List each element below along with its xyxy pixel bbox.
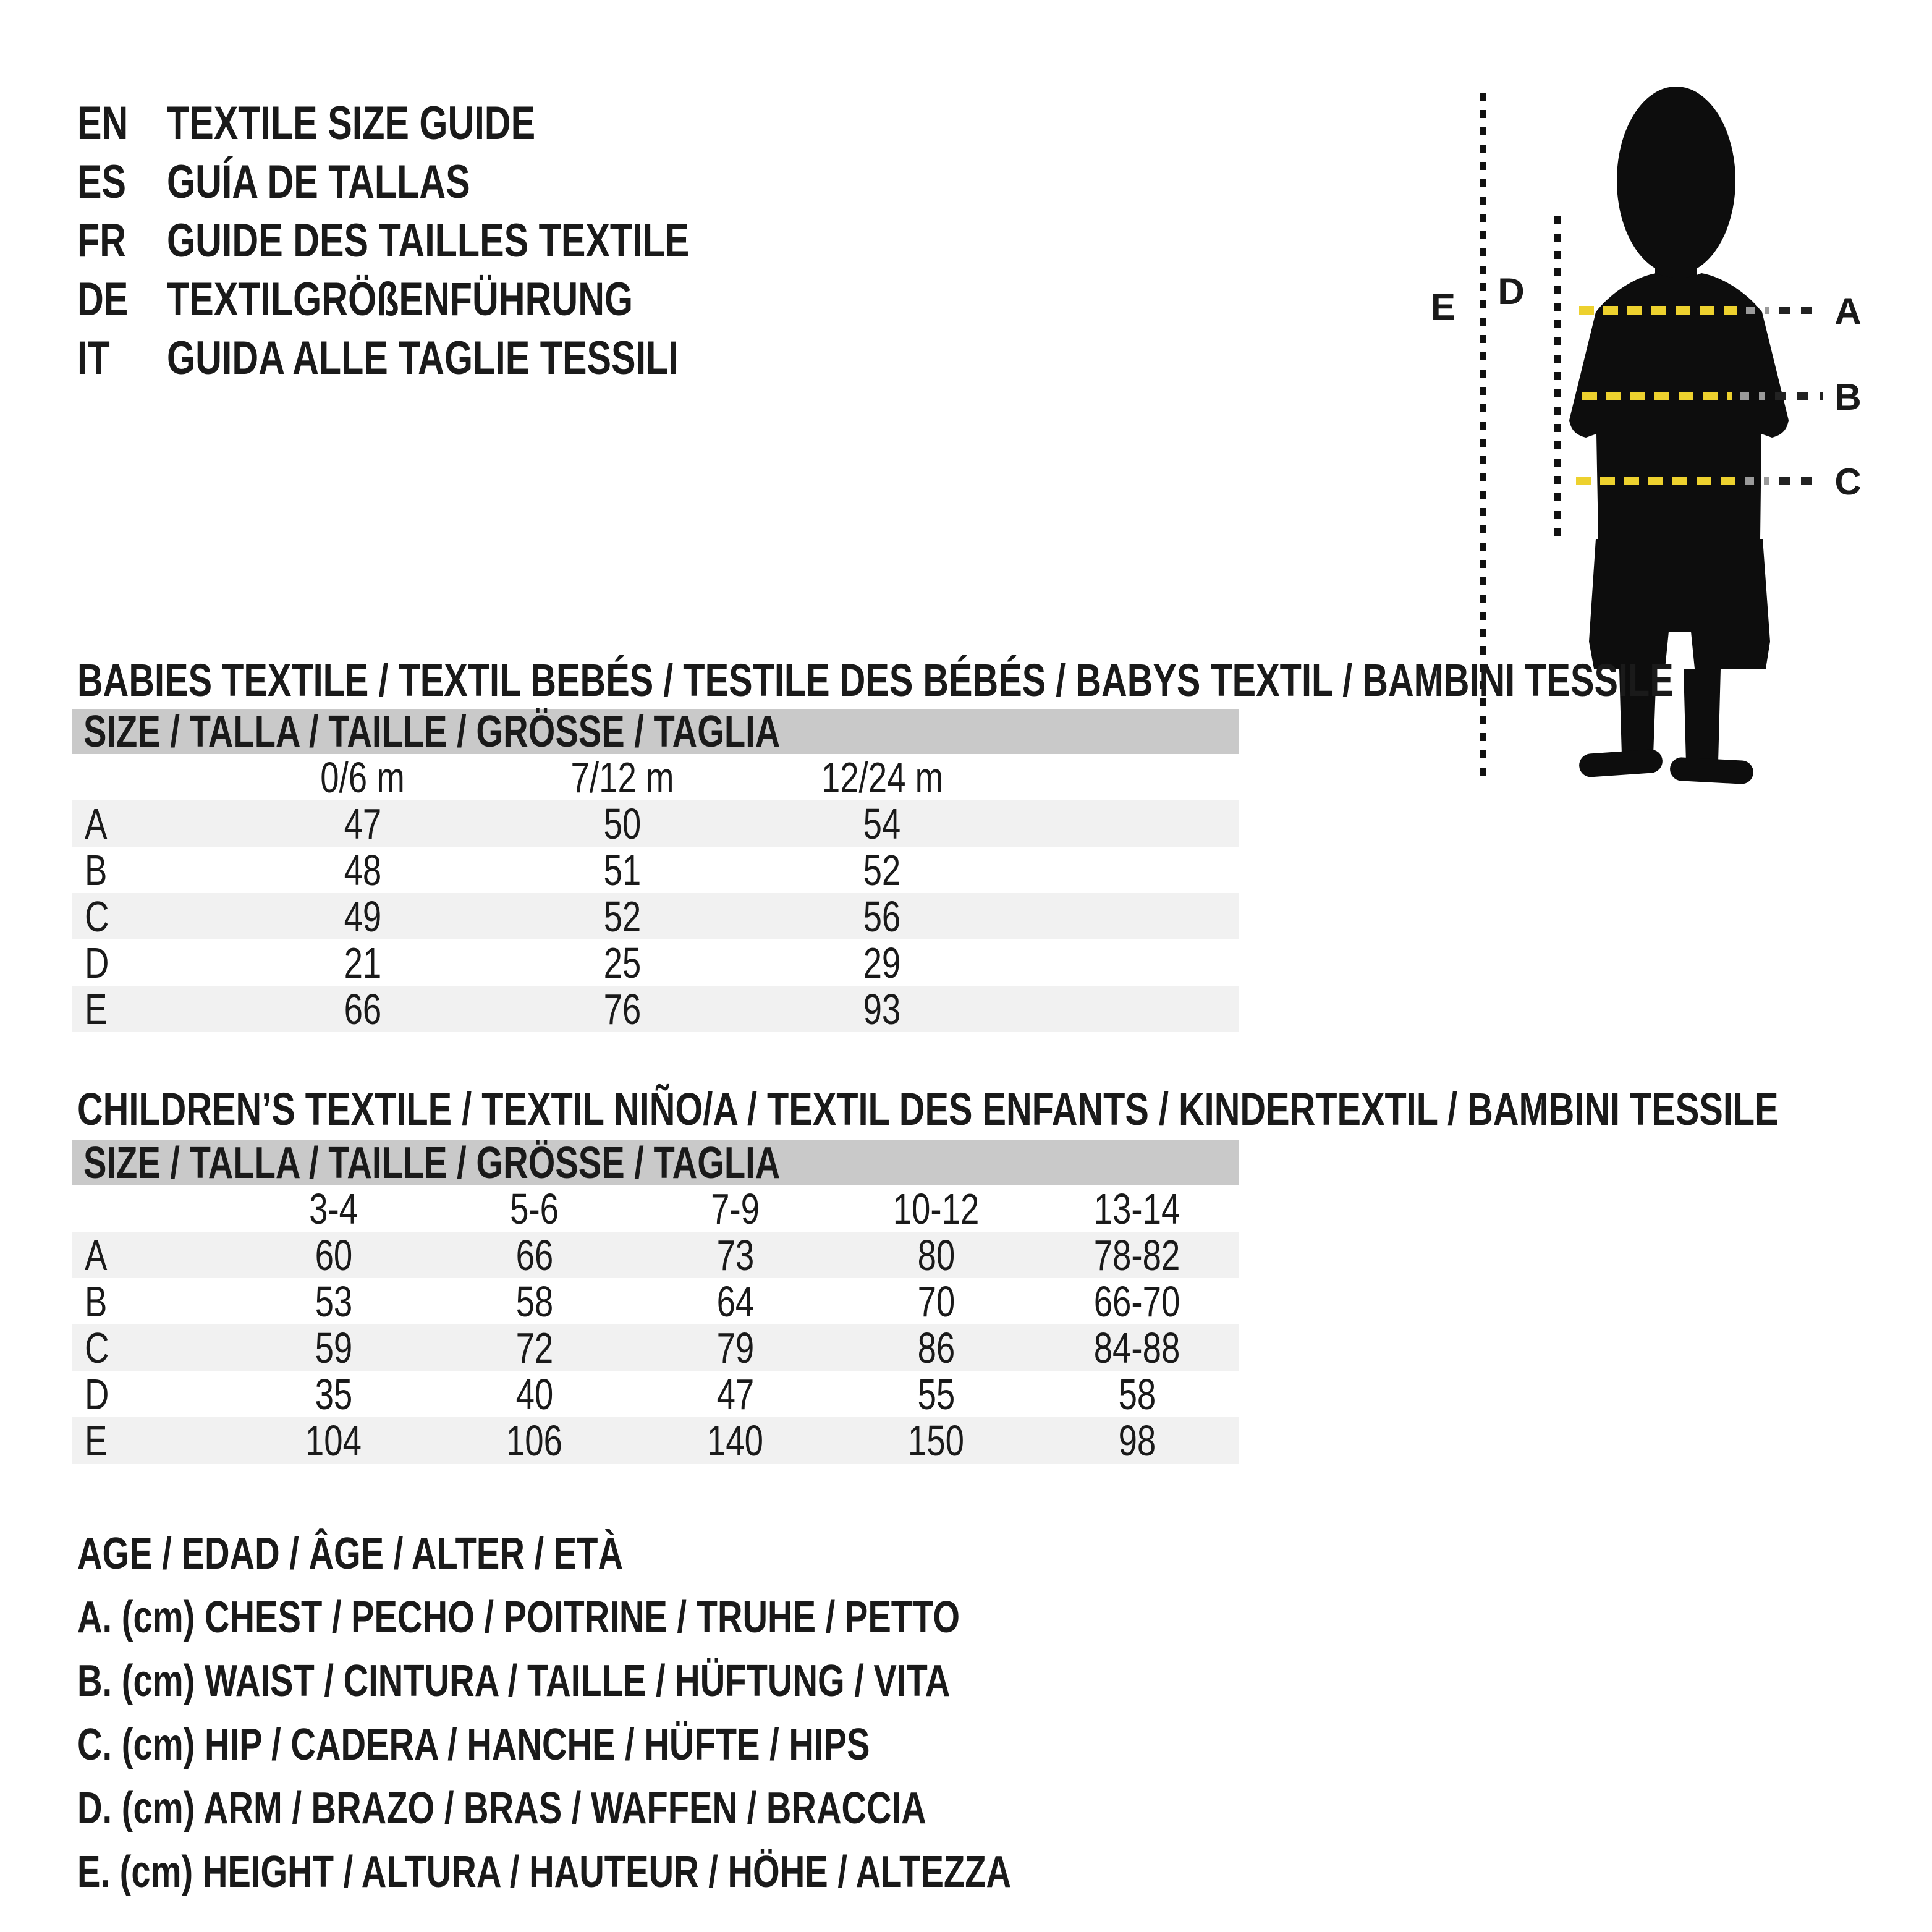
silhouette-right-shoe xyxy=(1669,756,1754,784)
cell-value: 98 xyxy=(1118,1416,1156,1465)
cell-value: 35 xyxy=(315,1370,352,1418)
cell-value: 86 xyxy=(917,1323,955,1372)
cell-value: 52 xyxy=(603,892,642,941)
babies-section-title: BABIES TEXTILE / TEXTIL BEBÉS / TESTILE DES BÉBÉS / BABYS TEXTIL / BAMBINI TESSILE xyxy=(77,655,1674,706)
cell-value: 66 xyxy=(515,1231,553,1279)
hip-line-label: C xyxy=(1834,461,1862,502)
cell-value: 106 xyxy=(506,1416,563,1465)
cell-value: 70 xyxy=(917,1277,955,1326)
lang-title: GUÍA DE TALLAS xyxy=(167,156,470,208)
cell-value: 73 xyxy=(716,1231,754,1279)
table-row xyxy=(72,1324,1239,1371)
column-header: 0/6 m xyxy=(320,753,405,802)
cell-value: 150 xyxy=(907,1416,965,1465)
cell-value: 51 xyxy=(603,845,642,894)
cell-value: 21 xyxy=(344,938,382,987)
legend-hip: C. (cm) HIP / CADERA / HANCHE / HÜFTE / HIPS xyxy=(77,1719,870,1769)
measurement-legend xyxy=(77,1522,1274,1904)
row-label: A xyxy=(85,799,108,848)
cell-value: 58 xyxy=(1118,1370,1156,1418)
lang-row-fr xyxy=(77,211,837,270)
cell-value: 64 xyxy=(716,1277,754,1326)
legend-chest: A. (cm) CHEST / PECHO / POITRINE / TRUHE / PETTO xyxy=(77,1592,960,1642)
cell-value: 47 xyxy=(344,799,382,848)
table-row xyxy=(72,1371,1239,1417)
lang-code: EN xyxy=(77,97,129,150)
legend-age: AGE / EDAD / ÂGE / ALTER / ETÀ xyxy=(77,1528,624,1578)
cell-value: 54 xyxy=(863,799,901,848)
row-label: D xyxy=(85,1370,109,1418)
cell-value: 49 xyxy=(344,892,382,941)
silhouette-left-shoe xyxy=(1578,748,1663,777)
cell-value: 104 xyxy=(305,1416,362,1465)
cell-value: 79 xyxy=(716,1323,754,1372)
lang-row-de xyxy=(77,270,837,329)
column-header: 12/24 m xyxy=(821,753,943,802)
column-header: 10-12 xyxy=(892,1184,980,1233)
cell-value: 55 xyxy=(917,1370,955,1418)
language-list xyxy=(77,94,837,388)
babies-columns-row xyxy=(72,754,1239,800)
row-label: E xyxy=(85,1416,108,1465)
cell-value: 66 xyxy=(344,985,382,1033)
babies-size-table xyxy=(72,706,1239,1033)
children-section-title: CHILDREN’S TEXTILE / TEXTIL NIÑO/A / TEXTIL DES ENFANTS / KINDERTEXTIL / BAMBINI TESSILE xyxy=(77,1083,1779,1135)
lang-row-en xyxy=(77,94,837,153)
cell-value: 80 xyxy=(917,1231,955,1279)
cell-value: 58 xyxy=(515,1277,553,1326)
lang-title: TEXTILE SIZE GUIDE xyxy=(167,97,536,150)
column-header: 7-9 xyxy=(711,1184,760,1233)
lang-title: GUIDE DES TAILLES TEXTILE xyxy=(167,214,690,267)
lang-code: DE xyxy=(77,273,129,326)
lang-title: GUIDA ALLE TAGLIE TESSILI xyxy=(167,332,679,384)
column-header: 3-4 xyxy=(309,1184,358,1233)
lang-code: ES xyxy=(77,156,127,208)
children-columns-row xyxy=(72,1185,1239,1232)
cell-value: 59 xyxy=(315,1323,352,1372)
chest-line-label: A xyxy=(1834,290,1862,332)
cell-value: 72 xyxy=(515,1323,553,1372)
table-row xyxy=(72,800,1239,847)
row-label: B xyxy=(85,845,108,894)
cell-value: 56 xyxy=(863,892,901,941)
cell-value: 48 xyxy=(344,845,382,894)
row-label: A xyxy=(85,1231,108,1279)
cell-value: 53 xyxy=(315,1277,352,1326)
table-row xyxy=(72,893,1239,939)
silhouette-shorts xyxy=(1589,539,1770,669)
cell-value: 78-82 xyxy=(1093,1231,1180,1279)
table-row xyxy=(72,1232,1239,1278)
cell-value: 60 xyxy=(315,1231,352,1279)
cell-value: 66-70 xyxy=(1093,1277,1180,1326)
cell-value: 52 xyxy=(863,845,901,894)
arm-line-label: D xyxy=(1498,271,1525,312)
lang-row-it xyxy=(77,329,837,388)
lang-row-es xyxy=(77,153,837,211)
children-size-table xyxy=(72,1140,1239,1464)
table-row xyxy=(72,986,1239,1032)
height-line-label: E xyxy=(1430,286,1456,328)
legend-arm: D. (cm) ARM / BRAZO / BRAS / WAFFEN / BRACCIA xyxy=(77,1783,926,1833)
cell-value: 29 xyxy=(863,938,901,987)
cell-value: 40 xyxy=(515,1370,553,1418)
cell-value: 50 xyxy=(603,799,642,848)
table-row xyxy=(72,1417,1239,1464)
table-row xyxy=(72,1278,1239,1324)
cell-value: 47 xyxy=(716,1370,754,1418)
row-label: D xyxy=(85,938,109,987)
column-header: 13-14 xyxy=(1093,1184,1180,1233)
children-table-header-bar: SIZE / TALLA / TAILLE / GRÖSSE / TAGLIA xyxy=(72,1140,1239,1185)
row-label: B xyxy=(85,1277,108,1326)
cell-value: 140 xyxy=(706,1416,764,1465)
legend-height: E. (cm) HEIGHT / ALTURA / HAUTEUR / HÖHE / ALTEZZA xyxy=(77,1847,1012,1897)
row-label: C xyxy=(85,892,109,941)
waist-line-label: B xyxy=(1834,376,1862,418)
cell-value: 76 xyxy=(603,985,642,1033)
cell-value: 93 xyxy=(863,985,901,1033)
silhouette-head xyxy=(1617,87,1735,274)
lang-code: FR xyxy=(77,214,127,267)
cell-value: 25 xyxy=(603,938,642,987)
column-header: 7/12 m xyxy=(570,753,674,802)
legend-waist: B. (cm) WAIST / CINTURA / TAILLE / HÜFTUNG / VITA xyxy=(77,1656,951,1706)
cell-value: 84-88 xyxy=(1093,1323,1180,1372)
table-row xyxy=(72,939,1239,986)
row-label: E xyxy=(85,985,108,1033)
lang-code: IT xyxy=(77,332,110,384)
column-header: 5-6 xyxy=(510,1184,559,1233)
lang-title: TEXTILGRÖßENFÜHRUNG xyxy=(167,273,633,326)
table-row xyxy=(72,847,1239,893)
babies-table-header-bar: SIZE / TALLA / TAILLE / GRÖSSE / TAGLIA xyxy=(72,709,1239,754)
row-label: C xyxy=(85,1323,109,1372)
